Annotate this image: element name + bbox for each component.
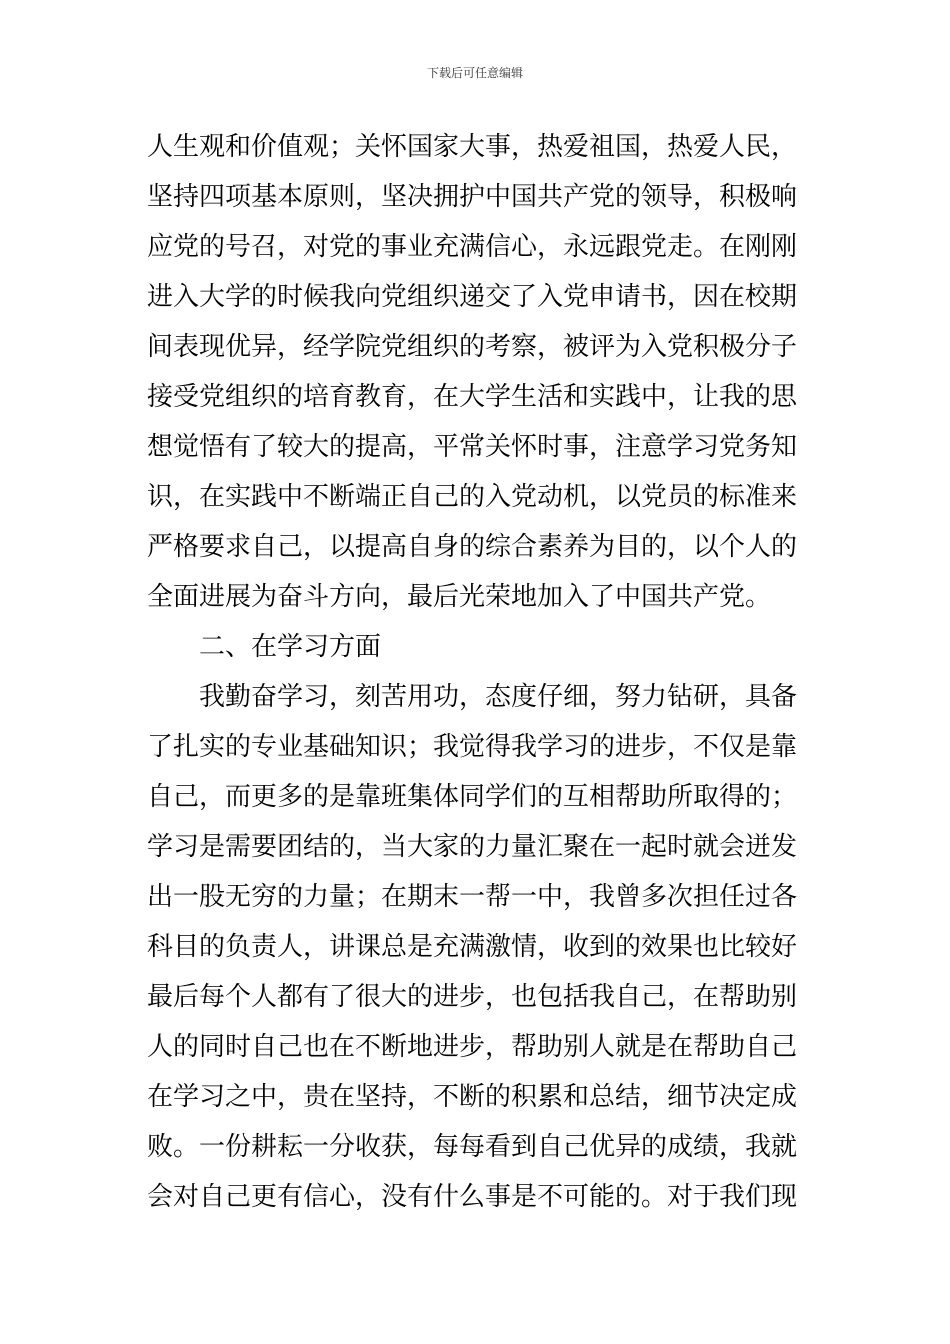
text-line: 间表现优异，经学院党组织的考察，被评为入党积极分子	[147, 332, 798, 362]
text-line: 自己，而更多的是靠班集体同学们的互相帮助所取得的；	[147, 782, 798, 812]
text-line: 学习是需要团结的，当大家的力量汇聚在一起时就会迸发	[147, 832, 798, 862]
text-line: 了扎实的专业基础知识；我觉得我学习的进步，不仅是靠	[147, 732, 798, 762]
text-line: 应党的号召，对党的事业充满信心，永远跟党走。在刚刚	[147, 232, 798, 262]
text-line: 最后每个人都有了很大的进步，也包括我自己，在帮助别	[147, 982, 798, 1012]
body-text	[147, 122, 817, 1222]
section-heading: 二、在学习方面	[199, 632, 382, 662]
text-line: 我勤奋学习，刻苦用功，态度仔细，努力钻研，具备	[199, 682, 798, 712]
text-line: 坚持四项基本原则，坚决拥护中国共产党的领导，积极响	[147, 182, 798, 212]
text-line: 出一股无穷的力量；在期末一帮一中，我曾多次担任过各	[147, 882, 798, 912]
text-line: 严格要求自己，以提高自身的综合素养为目的，以个人的	[147, 532, 798, 562]
text-line: 在学习之中，贵在坚持，不断的积累和总结，细节决定成	[147, 1082, 798, 1112]
text-line: 败。一份耕耘一分收获，每每看到自己优异的成绩，我就	[147, 1132, 798, 1162]
text-line: 会对自己更有信心，没有什么事是不可能的。对于我们现	[147, 1182, 798, 1212]
text-line: 全面进展为奋斗方向，最后光荣地加入了中国共产党。	[147, 582, 772, 612]
text-line: 接受党组织的培育教育，在大学生活和实践中，让我的思	[147, 382, 798, 412]
text-line: 想觉悟有了较大的提高，平常关怀时事，注意学习党务知	[147, 432, 798, 462]
text-line: 人的同时自己也在不断地进步，帮助别人就是在帮助自己	[147, 1032, 798, 1062]
page-header: 下载后可任意编辑	[426, 66, 523, 80]
text-line: 识，在实践中不断端正自己的入党动机，以党员的标准来	[147, 482, 798, 512]
text-line: 人生观和价值观；关怀国家大事，热爱祖国，热爱人民，	[147, 132, 798, 162]
text-line: 进入大学的时候我向党组织递交了入党申请书，因在校期	[147, 282, 798, 312]
text-line: 科目的负责人，讲课总是充满激情，收到的效果也比较好	[147, 932, 798, 962]
